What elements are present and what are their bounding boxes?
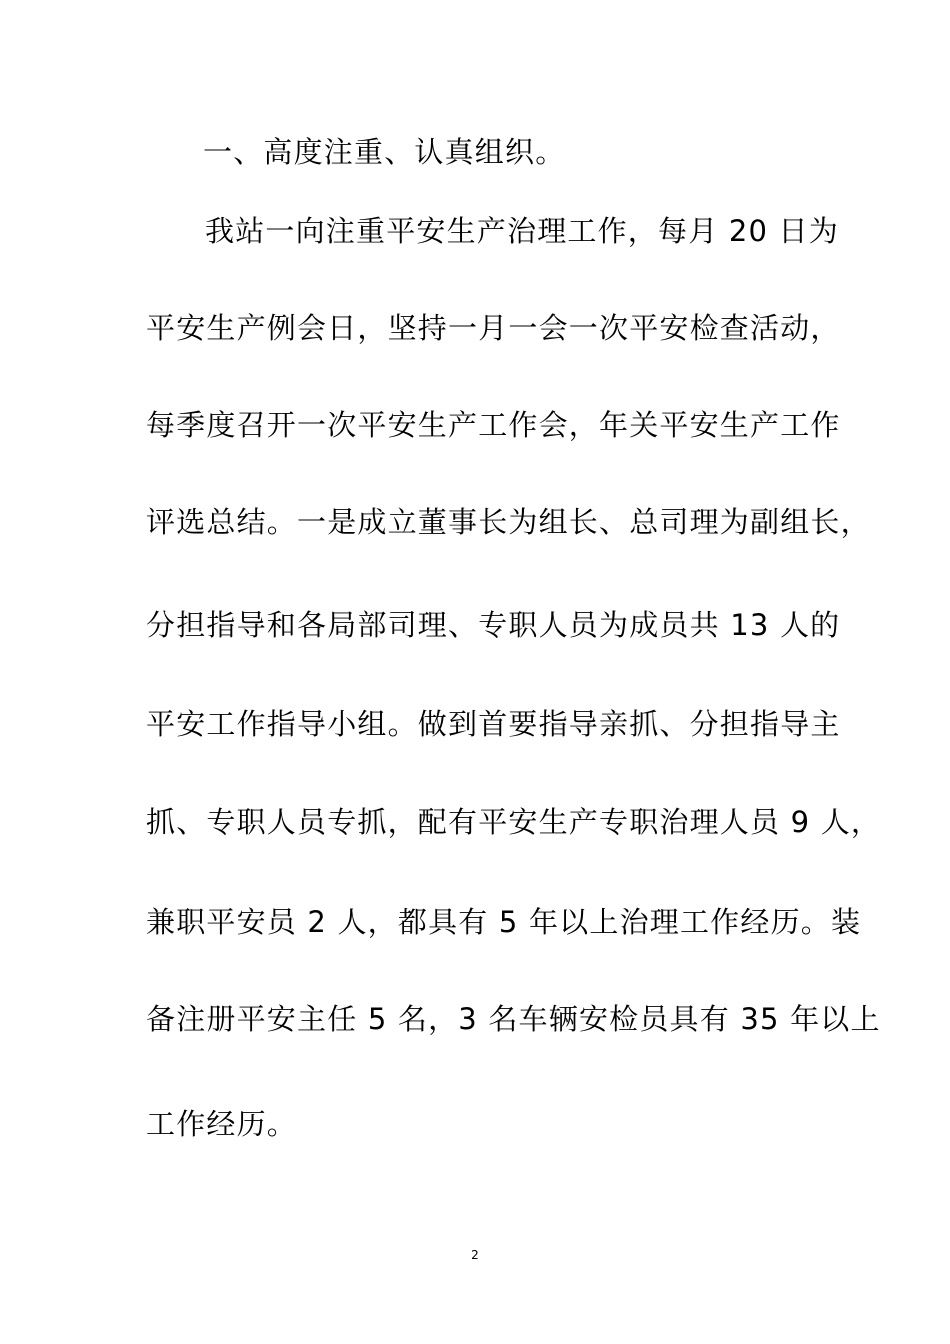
paragraph-line-5: 分担指导和各局部司理、专职人员为成员共 13 人的 [146,608,841,642]
paragraph-line-10: 工作经历。 [146,1107,298,1141]
paragraph-line-4: 评选总结。一是成立董事长为组长、总司理为副组长， [146,505,871,539]
paragraph-line-8: 兼职平安员 2 人，都具有 5 年以上治理工作经历。装 [146,905,862,939]
paragraph-line-1: 我站一向注重平安生产治理工作，每月 20 日为 [205,214,839,248]
paragraph-line-2: 平安生产例会日，坚持一月一会一次平安检查活动， [146,311,841,345]
section-heading: 一、高度注重、认真组织。 [203,135,566,169]
paragraph-line-3: 每季度召开一次平安生产工作会，年关平安生产工作 [146,408,841,442]
paragraph-line-7: 抓、专职人员专抓，配有平安生产专职治理人员 9 人， [146,805,882,839]
paragraph-line-9: 备注册平安主任 5 名，3 名车辆安检员具有 35 年以上 [146,1002,881,1036]
page-number: 2 [471,1248,479,1262]
paragraph-line-6: 平安工作指导小组。做到首要指导亲抓、分担指导主 [146,707,841,741]
